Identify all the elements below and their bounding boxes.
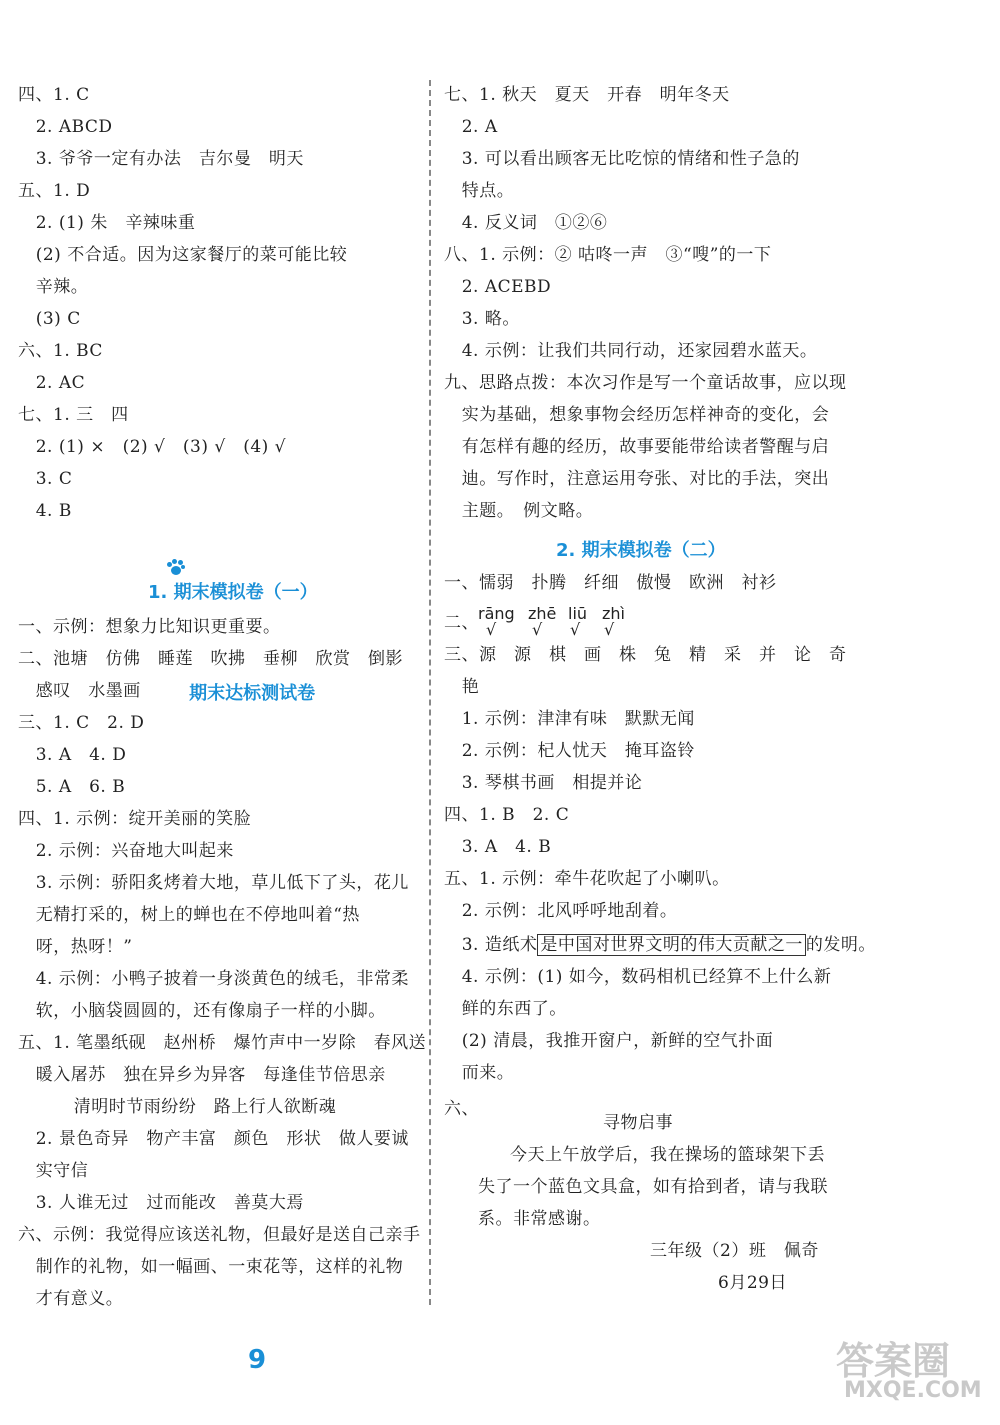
answer-line: 六、示例：我觉得应该送礼物，但最好是送自己亲手 <box>18 1225 421 1245</box>
answer-line: 二、 <box>444 613 479 633</box>
notice-line: 失了一个蓝色文具盒，如有拾到者，请与我联 <box>478 1177 828 1197</box>
answer-line: 2. 示例：杞人忧天 掩耳盗铃 <box>444 741 695 761</box>
pinyin-4: zhì <box>602 604 625 623</box>
answer-line: 一、示例：想象力比知识更重要。 <box>18 617 281 637</box>
answer-line: 四、1. C <box>18 85 90 105</box>
answer-line: 2. 示例：兴奋地大叫起来 <box>18 841 234 861</box>
answer-line: 九、思路点拨：本次习作是写一个童话故事，应以现 <box>444 373 847 393</box>
answer-line: 3. 略。 <box>444 309 520 329</box>
answer-line: 五、1. 示例：牵牛花吹起了小喇叭。 <box>444 869 730 889</box>
answer-line: 三、1. C 2. D <box>18 713 145 733</box>
boxed-pre: 3. 造纸术 <box>444 935 538 955</box>
answer-line: 无精打采的，树上的蝉也在不停地叫着“热 <box>18 905 360 925</box>
answer-line: 才有意义。 <box>18 1289 124 1309</box>
answer-line: 二、池塘 仿佛 睡莲 吹拂 垂柳 欣赏 倒影 <box>18 649 403 669</box>
answer-line: 八、1. 示例：② 咕咚一声 ③“嗖”的一下 <box>444 245 772 265</box>
answer-line: 感叹 水墨画 <box>18 681 141 701</box>
answer-line: 3. A 4. B <box>444 837 552 857</box>
answer-line: 2. (1) × (2) √ (3) √ (4) √ <box>18 437 287 457</box>
pinyin-3: liū <box>568 604 588 623</box>
notice-line: 今天上午放学后，我在操场的篮球架下丢 <box>510 1145 825 1165</box>
answer-line: 呀，热呀！” <box>18 937 133 957</box>
answer-line: 一、懦弱 扑腾 纤细 傲慢 欧洲 衬衫 <box>444 573 777 593</box>
answer-line: 鲜的东西了。 <box>444 999 567 1019</box>
answer-line: 六、 <box>444 1099 479 1119</box>
answer-line: 实守信 <box>18 1161 89 1181</box>
check-mark: √ <box>486 620 497 639</box>
pinyin-2: zhē <box>528 604 557 623</box>
answer-line: 3. 可以看出顾客无比吃惊的情绪和性子急的 <box>444 149 800 169</box>
answer-line: (2) 清晨，我推开窗户，新鲜的空气扑面 <box>444 1031 774 1051</box>
watermark-bottom: MXQE.COM <box>844 1378 982 1403</box>
answer-line: 而来。 <box>444 1063 515 1083</box>
answer-line: 六、1. BC <box>18 341 103 361</box>
answer-line: 暖入屠苏 独在异乡为异客 每逢佳节倍思亲 <box>18 1065 386 1085</box>
notice-signature: 三年级（2）班 佩奇 <box>650 1241 819 1261</box>
answer-line: 五、1. 笔墨纸砚 赵州桥 爆竹声中一岁除 春风送 <box>18 1033 427 1053</box>
answer-line: 4. 示例：小鸭子披着一身淡黄色的绒毛，非常柔 <box>18 969 409 989</box>
check-mark: √ <box>604 620 615 639</box>
answer-line: 4. 示例：让我们共同行动，还家园碧水蓝天。 <box>444 341 818 361</box>
notice-title: 寻物启事 <box>603 1113 673 1133</box>
answer-line: 三、源 源 棋 画 株 兔 精 采 并 论 奇 <box>444 645 847 665</box>
answer-line: 七、1. 秋天 夏天 开春 明年冬天 <box>444 85 730 105</box>
answer-line: 有怎样有趣的经历，故事要能带给读者警醒与启 <box>444 437 830 457</box>
answer-line: 4. 示例：(1) 如今，数码相机已经算不上什么新 <box>444 967 832 987</box>
answer-line: 3. A 4. D <box>18 745 127 765</box>
answer-line: 4. B <box>18 501 72 521</box>
pinyin-1: rāng <box>478 604 515 623</box>
answer-line: 2. (1) 朱 辛辣味重 <box>18 213 196 233</box>
answer-line: 七、1. 三 四 <box>18 405 129 425</box>
answer-line: 2. A <box>444 117 498 137</box>
answer-line: 3. 爷爷一定有办法 吉尔曼 明天 <box>18 149 304 169</box>
answer-line: 辛辣。 <box>18 277 89 297</box>
answer-line: 特点。 <box>444 181 515 201</box>
answer-line: 制作的礼物，如一幅画、一束花等，这样的礼物 <box>18 1257 404 1277</box>
answer-line: 四、1. 示例：绽开美丽的笑脸 <box>18 809 252 829</box>
answer-line: 艳 <box>444 677 480 697</box>
exam1-title: 1. 期末模拟卷（一） <box>148 582 318 603</box>
answer-line: (2) 不合适。因为这家餐厅的菜可能比较 <box>18 245 348 265</box>
answer-line: 3. C <box>18 469 73 489</box>
answer-line: 四、1. B 2. C <box>444 805 570 825</box>
column-divider <box>429 80 431 1305</box>
page-number: 9 <box>248 1345 267 1375</box>
answer-line: 五、1. D <box>18 181 91 201</box>
answer-line: 主题。 例文略。 <box>444 501 594 521</box>
answer-line: 2. ABCD <box>18 117 113 137</box>
answer-line: 3. 示例：骄阳炙烤着大地，草儿低下了头，花儿 <box>18 873 409 893</box>
answer-line: 迪。写作时，注意运用夸张、对比的手法，突出 <box>444 469 830 489</box>
answer-line-boxed <box>444 934 876 956</box>
answer-line: 4. 反义词 ①②⑥ <box>444 213 608 233</box>
notice-date: 6月29日 <box>718 1273 787 1293</box>
boxed-post: 的发明。 <box>805 935 876 955</box>
exam2-title: 2. 期末模拟卷（二） <box>556 540 726 561</box>
answer-line: 3. 琴棋书画 相提并论 <box>444 773 643 793</box>
answer-line: 3. 人谁无过 过而能改 善莫大焉 <box>18 1193 304 1213</box>
paw-icon <box>167 559 185 575</box>
answer-line: 清明时节雨纷纷 路上行人欲断魂 <box>56 1097 337 1117</box>
answer-line: 软，小脑袋圆圆的，还有像扇子一样的小脚。 <box>18 1001 386 1021</box>
notice-line: 系。非常感谢。 <box>478 1209 601 1229</box>
answer-line: 2. 示例：北风呼呼地刮着。 <box>444 901 678 921</box>
answer-line: 2. AC <box>18 373 86 393</box>
unit-title-text: 期末达标测试卷 <box>189 683 316 704</box>
check-mark: √ <box>570 620 581 639</box>
answer-line: 2. 景色奇异 物产丰富 颜色 形状 做人要诚 <box>18 1129 409 1149</box>
answer-line: 5. A 6. B <box>18 777 126 797</box>
answer-line: 1. 示例：津津有味 默默无闻 <box>444 709 695 729</box>
check-mark: √ <box>532 620 543 639</box>
watermark-logo <box>830 1330 990 1410</box>
watermark-top: 答案圈 <box>836 1339 951 1383</box>
answer-line: 实为基础，想象事物会经历怎样神奇的变化，会 <box>444 405 830 425</box>
answer-line: (3) C <box>18 309 81 329</box>
boxed-phrase: 是中国对世界文明的伟大贡献之一 <box>537 934 806 956</box>
answer-line: 2. ACEBD <box>444 277 552 297</box>
